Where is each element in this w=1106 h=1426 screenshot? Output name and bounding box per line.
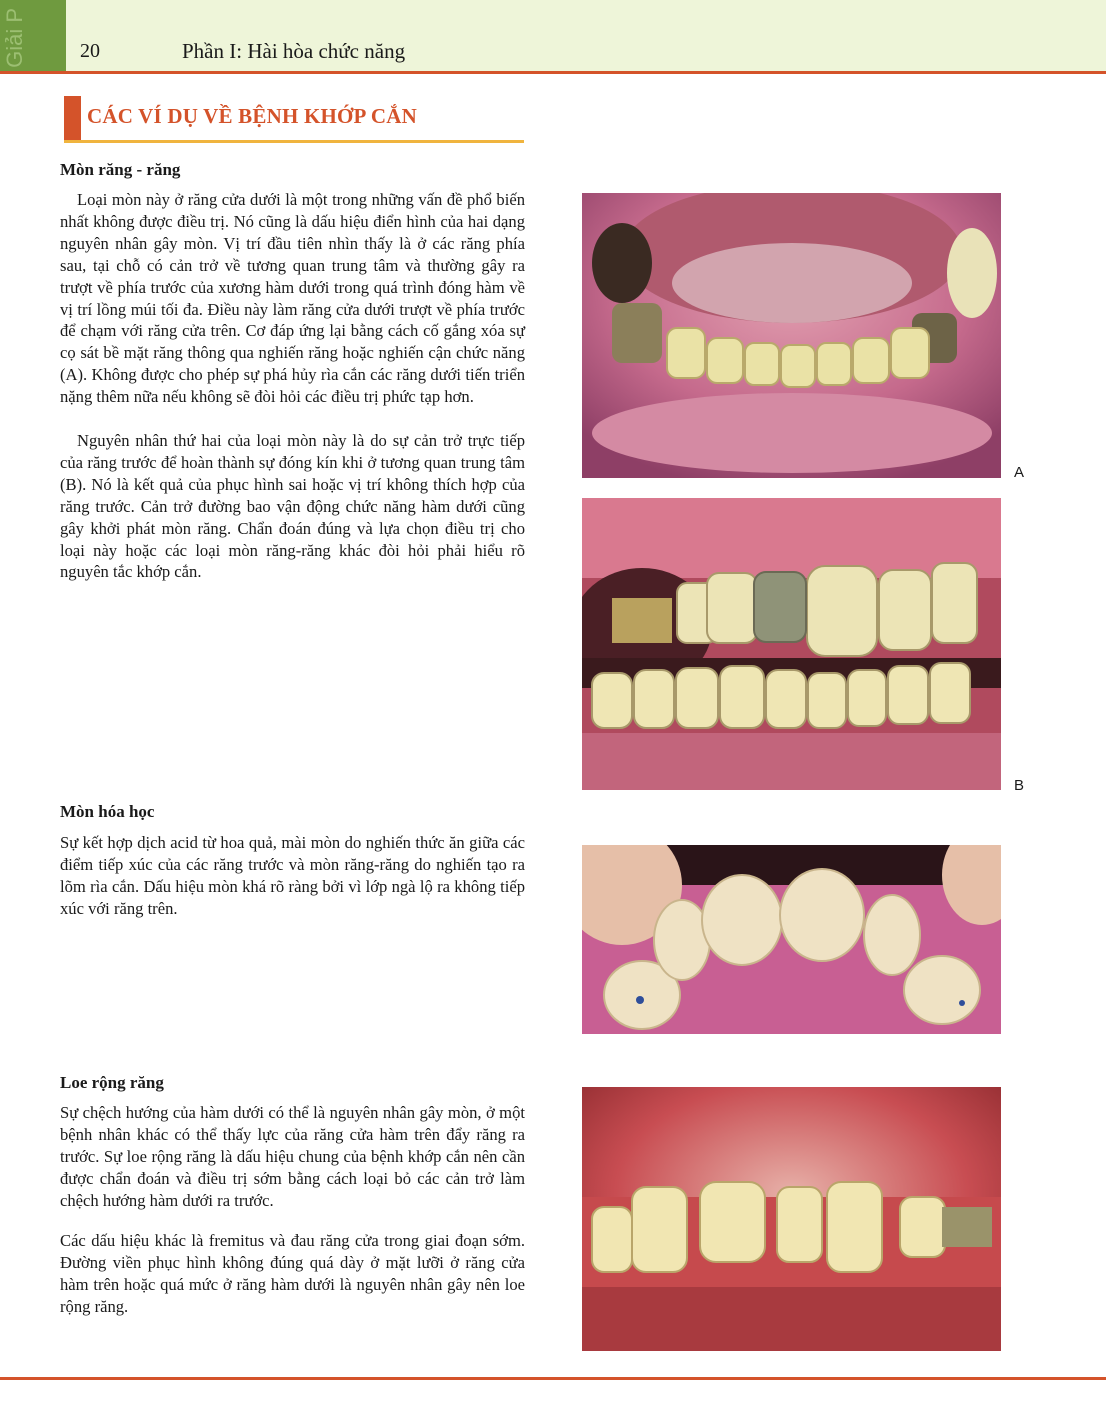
header-tab-text: Giải P: [2, 8, 27, 68]
photo-tooth-flaring: [582, 1087, 1001, 1351]
section-accent-bar: [64, 96, 81, 140]
subhead-tooth-wear: Mòn răng - răng: [60, 160, 181, 179]
paragraph-wear-1: Loại mòn này ở răng cửa dưới là một trong những vấn đề phổ biến nhất không được điều trị. Nó cũng là dấu hiệu điển hình của hai dạng nguyên nhân gây mòn. Vị trí đầu tiên nhìn thấy là ở các răng phía sau, tại chỗ có cản trở về tương quan trung tâm và thường gây ra trượt về phía trước của xương hàm dưới trong quá trình đóng hàm về vị trí lồng múi tối đa. Điều này làm răng cửa dưới trượt về phía trước để chạm với răng cửa trên. Cơ đáp ứng lại bằng cách cố gắng xóa sự cọ sát bề mặt răng thông qua nghiến răng hoặc nghiến cận chức năng (A). Không được cho phép sự phá hủy rìa cắn các răng dưới tiến triển nặng thêm nữa nếu không sẽ đòi hỏi các điều trị phức tạp hơn.: [60, 190, 525, 407]
section-heading: [64, 96, 524, 143]
paragraph-flaring-2: Các dấu hiệu khác là fremitus và đau răng cửa trong giai đoạn sớm. Đường viền phục hình không đúng quá dày ở mặt lưỡi ở răng cửa hàm trên hoặc quá mức ở răng hàm dưới là nguyên nhân gây nên loe rộng răng.: [60, 1231, 525, 1316]
running-title: Phần I: Hài hòa chức năng: [182, 39, 406, 63]
figure-label-a: A: [1014, 464, 1025, 481]
photo-chemical-wear: [582, 845, 1001, 1034]
paragraph-wear-2: Nguyên nhân thứ hai của loại mòn này là do sự cản trở trực tiếp của răng trước để hoàn thành sự đóng kín khi ở tương quan trung tâm (B). Nó là kết quả của phục hình sai hoặc vị trí không thích hợp của răng trước. Cản trở đường bao vận động chức năng hàm dưới cũng gây khởi phát mòn răng. Chẩn đoán đúng và lựa chọn điều trị cho loại này hoặc các loại mòn răng-răng khác đòi hỏi phải hiểu rõ nguyên tắc khớp cắn.: [60, 431, 525, 582]
subhead-flaring: Loe rộng răng: [60, 1073, 164, 1092]
section-title: CÁC VÍ DỤ VỀ BỆNH KHỚP CẮN: [87, 104, 417, 128]
page-number: 20: [80, 40, 100, 62]
figure-label-b: B: [1014, 777, 1025, 794]
subhead-chemical-wear: Mòn hóa học: [60, 802, 155, 821]
footer-rule: [0, 1377, 1106, 1380]
page-header: [0, 0, 1106, 74]
paragraph-chemical-1: Sự kết hợp dịch acid từ hoa quả, mài mòn do nghiến thức ăn giữa các điểm tiếp xúc của các răng trước và mòn răng-răng do nghiến tạo ra lõm rìa cắn. Dấu hiệu mòn khá rõ ràng bởi vì lớp ngà lộ ra không tiếp xúc với răng trên.: [60, 833, 525, 918]
paragraph-flaring-1: Sự chệch hướng của hàm dưới có thể là nguyên nhân gây mòn, ở một bệnh nhân khác có thể thấy lực của răng cửa hàm trên đẩy răng ra trước. Sự loe rộng răng là dấu hiệu chung của bệnh khớp cắn nên cần được chẩn đoán và điều trị sớm bằng cách loại bỏ các cản trở làm chệch hướng hàm dưới ra trước.: [60, 1103, 525, 1210]
photo-a-lower-incisor-wear: [582, 193, 1001, 478]
photo-b-anterior-interference: [582, 498, 1001, 790]
header-tab: [0, 0, 66, 71]
